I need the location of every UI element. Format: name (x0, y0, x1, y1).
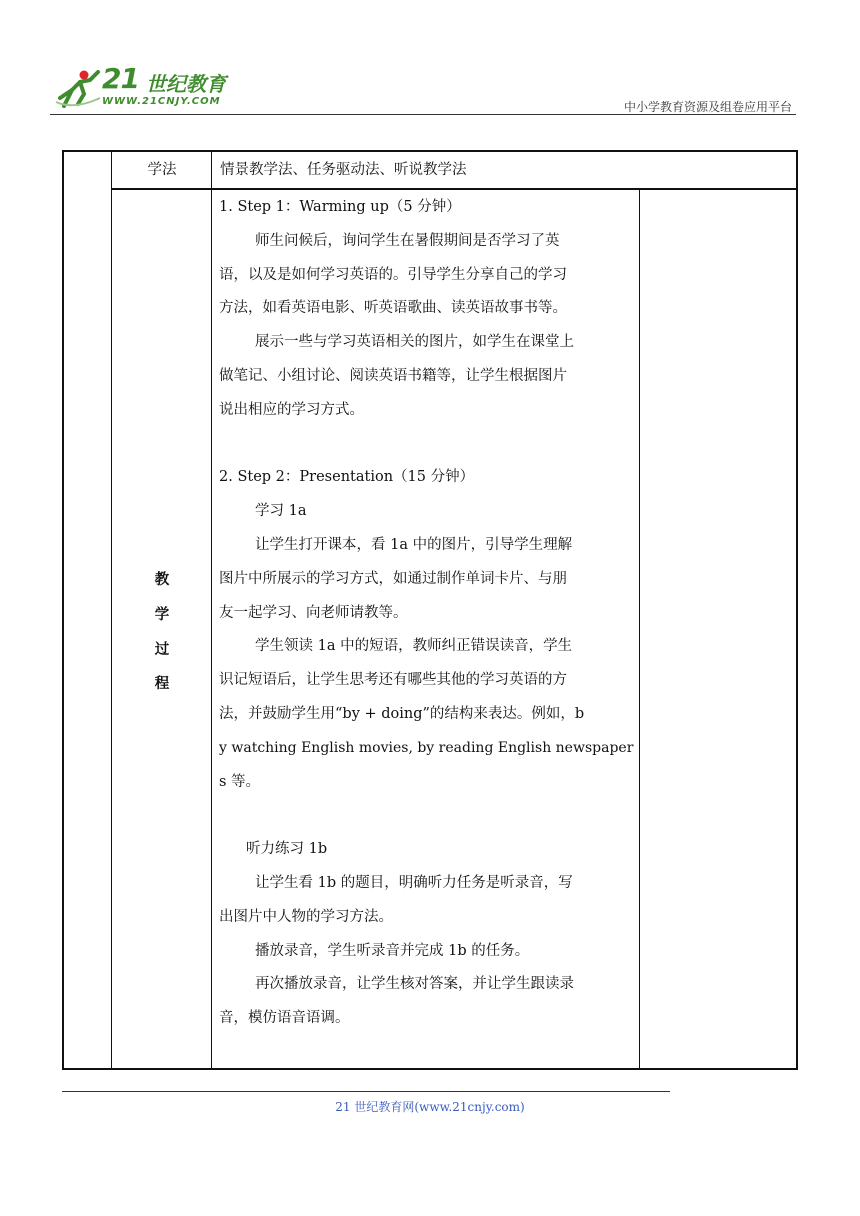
paragraph-line: 让学生看 1b 的题目，明确听力任务是听录音，写 (255, 874, 573, 891)
logo-number: 21 (102, 62, 139, 95)
page-header (50, 62, 796, 118)
paragraph-line: 做笔记、小组讨论、阅读英语书籍等，让学生根据图片 (219, 367, 567, 384)
subheading: 听力练习 1b (246, 841, 328, 858)
table-right-border (796, 150, 798, 1070)
table-bottom-border (62, 1068, 798, 1070)
logo (50, 62, 250, 114)
paragraph-line: 友一起学习、向老师请教等。 (219, 604, 408, 621)
paragraph-line: 出图片中人物的学习方法。 (219, 908, 393, 925)
method-label: 学法 (147, 162, 177, 178)
footer-divider (62, 1091, 670, 1092)
footer-link[interactable]: 21 世纪教育网(www.21cnjy.com) (335, 1100, 525, 1114)
process-label-char: 程 (154, 675, 170, 692)
subheading: 学习 1a (255, 503, 307, 520)
paragraph-line: 说出相应的学习方式。 (219, 401, 364, 418)
paragraph-line: 师生问候后，询问学生在暑假期间是否学习了英 (255, 232, 560, 249)
table-left-border (62, 150, 64, 1070)
paragraph-line: 识记短语后，让学生思考还有哪些其他的学习英语的方 (219, 672, 567, 689)
step-heading: 1. Step 1：Warming up（5 分钟） (219, 199, 461, 215)
spacer (219, 799, 635, 833)
process-label-char: 教 (154, 571, 170, 588)
paragraph-line: 展示一些与学习英语相关的图片，如学生在课堂上 (255, 334, 574, 351)
method-value: 情景教学法、任务驱动法、听说教学法 (220, 162, 467, 178)
header-divider (50, 114, 796, 115)
table-top-border (62, 150, 798, 152)
table-col-divider-3 (639, 189, 640, 1070)
paragraph-line: s 等。 (219, 773, 261, 790)
paragraph-line: 再次播放录音，让学生核对答案，并让学生跟读录 (255, 976, 574, 993)
step-heading: 2. Step 2：Presentation（15 分钟） (219, 469, 475, 486)
paragraph-line: 播放录音，学生听录音并完成 1b 的任务。 (255, 942, 530, 959)
platform-title: 中小学教育资源及组卷应用平台 (623, 100, 792, 114)
teaching-process-content (219, 191, 635, 1036)
runner-logo-icon (54, 68, 104, 108)
table-col-divider-1 (111, 150, 112, 1070)
table-col-divider-2 (211, 150, 212, 1070)
paragraph-line: 音，模仿语音语调。 (219, 1010, 350, 1027)
paragraph-line: 让学生打开课本，看 1a 中的图片，引导学生理解 (255, 536, 573, 553)
paragraph-line: 法，并鼓励学生用“by + doing”的结构来表达。例如，b (219, 705, 585, 722)
spacer (219, 428, 635, 462)
process-label-char: 过 (154, 641, 170, 658)
paragraph-line: y watching English movies, by reading English newspaper (219, 739, 634, 756)
paragraph-line: 语，以及是如何学习英语的。引导学生分享自己的学习 (219, 266, 567, 283)
logo-text: 世纪教育 (146, 72, 226, 96)
paragraph-line: 图片中所展示的学习方式，如通过制作单词卡片、与朋 (219, 570, 567, 587)
paragraph-line: 学生领读 1a 中的短语，教师纠正错误读音，学生 (255, 638, 573, 655)
table-row-divider (111, 188, 798, 190)
logo-url: WWW.21CNJY.COM (102, 96, 221, 107)
paragraph-line: 方法，如看英语电影、听英语歌曲、读英语故事书等。 (219, 300, 567, 317)
process-label-char: 学 (154, 606, 170, 623)
